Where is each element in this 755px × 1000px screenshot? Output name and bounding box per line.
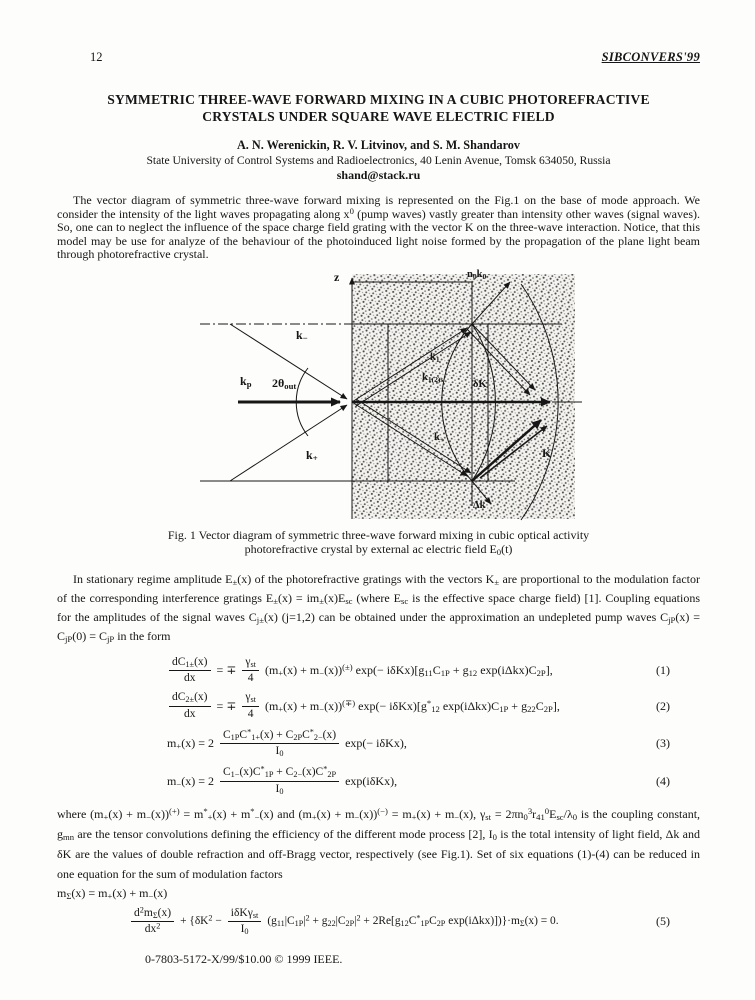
body-paragraph-2: In stationary regime amplitude $E_\pm(x)$ of the photorefractive gratings with the vectors $K_\pm$ are proportional to the modulation factor of the corresponding interference gratings $E_\pm(x) = im_\pm(x)E_{sc}$ (where $E_{sc}$ is the effective space charge field) [1]. Coupling equations for the amplitudes of the signal waves $C_{j\pm}(x)$ (j=1,2) can be obtained under the approximation an undepleted pump waves $C_{jP}(x) = C_{jP}(0) = C_{jP}$ in the form <box>57 571 701 645</box>
fraction: $\frac{dC_{1\pm}(x)}{dx}$ <box>169 656 211 685</box>
paper-title-line1: SYMMETRIC THREE-WAVE FORWARD MIXING IN A CUBIC PHOTOREFRACTIVE <box>107 92 650 107</box>
equation-4 <box>57 766 700 795</box>
equation-5 <box>57 907 700 936</box>
equation-3 <box>57 729 700 758</box>
fig-label-delta-K: δK <box>473 378 487 390</box>
equation-2 <box>57 691 700 720</box>
figure-caption <box>57 528 700 557</box>
fig-label-k-plus: $k_+$ <box>306 447 318 464</box>
fig-label-k-minus: $k_-$ <box>296 327 308 344</box>
fraction: $\frac{dC_{2\pm}(x)}{dx}$ <box>169 691 211 720</box>
equation-5-number: (5) <box>656 913 670 928</box>
equation-4-body: $m_-(x) = 2$ $\frac{C_{1-}(x)C^*_{1P} + C_{2-}(x)C^*_{2P}}{I_0}$ exp(iδKx), <box>167 764 398 796</box>
figure-caption-line2: photorefractive crystal by external ac electric field $E_0(t)$ <box>244 542 513 558</box>
fig-label-k-plus-inside: $k_+$ <box>434 431 445 444</box>
equation-2-body: $\frac{dC_{2\pm}(x)}{dx}$ = ∓ $\frac{\gamma_{st}}{4}$ $(m_+(x) + m_-(x))^{(\mp)}$ $\exp(- i\delta Kx)[g^*_{12}$ $\exp(i\Delta kx)C_{1P} + g_{22}C_{2P}$], <box>57 691 620 720</box>
fig-label-k-p: $k_p$ <box>240 373 252 390</box>
fig-label-K-vector: K <box>542 445 552 460</box>
fraction: $\frac{\gamma_{st}}{4}$ <box>242 656 259 685</box>
fig-label-k1: $k_1$ <box>430 351 440 364</box>
author-block <box>57 138 700 183</box>
modulation-sum-definition: $m_\Sigma(x) = m_+(x) + m_-(x)$ <box>57 885 168 901</box>
fraction: $\frac{C_{1P}C^*_{1+}(x) + C_{2P}C^*_{2-}(x)}{I_0}$ <box>220 729 339 758</box>
equation-1-body: $\frac{dC_{1\pm}(x)}{dx}$ = ∓ $\frac{\gamma_{st}}{4}$ $(m_+(x) + m_-(x))^{(\pm)}$ $\exp(- i\delta Kx)[g_{11}C_{1P} + g_{12}$ $\exp(i\Delta kx)C_{2P}$], <box>57 656 620 685</box>
body-paragraph-3: where $(m_+(x) + m_-(x))^{(+)} = m^*_+(x) + m^*_-(x)$ and $(m_+(x) + m_-(x))^{(-)} = m_+(x) + m_-(x)$, $\gamma_{st} = 2\pi n_0^3r_{41}^0E_{sc}/\lambda_0$ is the coupling constant, $g_{mn}$ are the tensor convolutions defining the efficiency of the different mode process [2], $I_0$ is the total intensity of light field, Δk and δK are the values of double refraction and off-Bragg vector, respectively (see Fig.1). Set of six equations (1)-(4) can be reduced in one equation for the sum of modulation factors <box>57 805 701 881</box>
k-plus-arrow <box>230 405 347 481</box>
equation-2-number: (2) <box>656 698 670 713</box>
equation-1 <box>57 656 700 685</box>
fraction: $\frac{\gamma_{st}}{4}$ <box>242 691 259 720</box>
author-names: A. N. Werenickin, R. V. Litvinov, and S. M. Shandarov <box>237 138 520 152</box>
equation-3-body: $m_+(x) = 2$ $\frac{C_{1P}C^*_{1+}(x) + C_{2P}C^*_{2-}(x)}{I_0}$ exp(− iδKx), <box>167 727 407 759</box>
figure-1 <box>190 269 720 521</box>
page-number: 12 <box>90 50 103 64</box>
fraction: $\frac{i\delta K\gamma_{st}}{I_0}$ <box>228 907 262 936</box>
copyright-footer: 0-7803-5172-X/99/$10.00 © 1999 IEEE. <box>145 952 343 967</box>
author-affiliation: State University of Control Systems and Radioelectronics, 40 Lenin Avenue, Tomsk 634050, Russia <box>146 154 611 167</box>
equation-5-body: $\frac{d^2m_\Sigma(x)}{dx^2}$ + {$\delta K^2$ − $\frac{i\delta K\gamma_{st}}{I_0}$ ($g_{11}|C_{1P}|^2 + g_{22}|C_{2P}|^2 + 2Re[g_{12}C^*_{1P}C_{2P}$ $\exp(i\Delta kx)])\}\cdot m_\Sigma(x) = 0$. <box>57 907 620 936</box>
abstract-paragraph: The vector diagram of symmetric three-wave forward mixing is represented on the Fig.1 on the base of mode approach. We consider the intensity of the light waves propagating along $x^0$ (pump waves) vastly greater than intensity other waves (signal waves). So, one can to neglect the influence of the space charge field grating with the vector K on the three-wave interaction. Notice, that this model may be use for analyze of the behaviour of the photoinduced light noise formed by the propagation of the plane light beam through photorefractive crystal. <box>57 193 700 262</box>
fig-label-k12s: $k_{1(2)s}$ <box>422 371 444 384</box>
fig-label-z-axis: z <box>334 269 340 284</box>
page-header <box>57 50 700 65</box>
fig-label-angle-2theta-out: $2\theta_{out}$ <box>272 375 297 392</box>
equation-3-number: (3) <box>656 736 670 751</box>
fig-label-delta-k-bottom: Δk <box>473 499 486 511</box>
paper-title <box>57 91 700 125</box>
fig-label-n0k0: $n_0k_0$ <box>467 268 487 281</box>
equation-1-number: (1) <box>656 663 670 678</box>
conference-name: SIBCONVERS'99 <box>601 50 700 64</box>
vector-diagram <box>190 269 720 521</box>
author-email: shand@stack.ru <box>336 168 421 182</box>
fraction: $\frac{d^2m_\Sigma(x)}{dx^2}$ <box>131 907 174 936</box>
equation-4-number: (4) <box>656 773 670 788</box>
fraction: $\frac{C_{1-}(x)C^*_{1P} + C_{2-}(x)C^*_{2P}}{I_0}$ <box>220 766 339 795</box>
paper-title-line2: CRYSTALS UNDER SQUARE WAVE ELECTRIC FIELD <box>202 109 555 124</box>
figure-caption-line1: Fig. 1 Vector diagram of symmetric three-wave forward mixing in cubic optical activity <box>167 527 590 542</box>
